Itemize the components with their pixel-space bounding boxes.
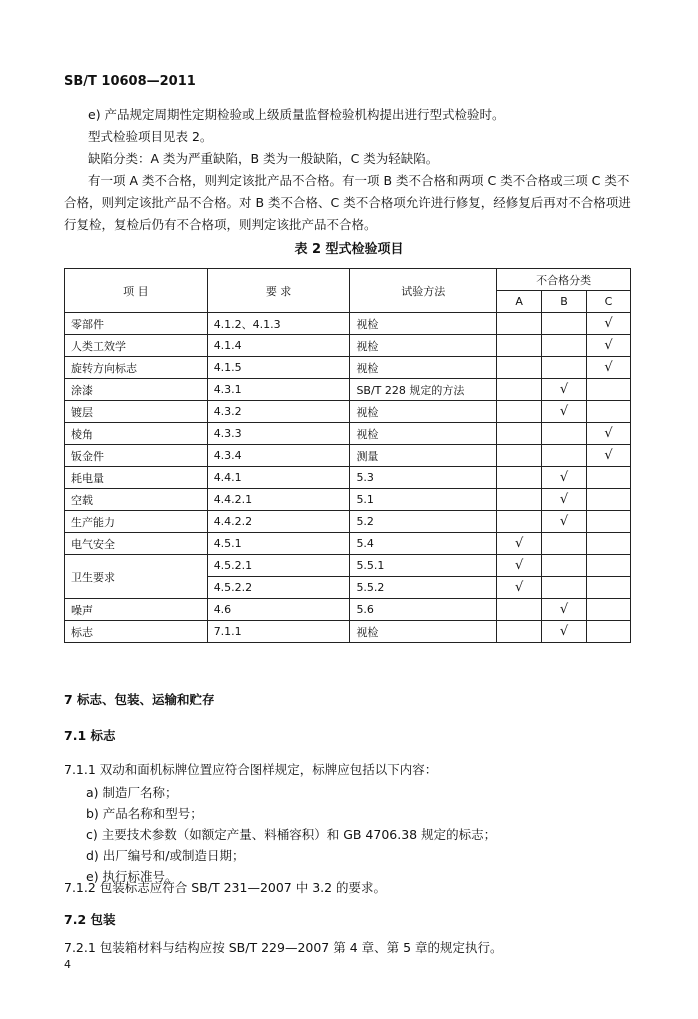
cell-c: [587, 533, 631, 555]
table-row: [65, 423, 631, 445]
cell-req: 7.1.1: [207, 621, 350, 643]
cell-c: [587, 577, 631, 599]
section-7-2-heading: 7.2 包装: [64, 912, 116, 927]
cell-req: 4.3.3: [207, 423, 350, 445]
section-7-2-1: 7.2.1 包装箱材料与结构应按 SB/T 229—2007 第 4 章、第 5 章的规定执行。: [64, 940, 503, 955]
cell-item: 旋转方向标志: [65, 357, 208, 379]
cell-a: [497, 313, 542, 335]
cell-c: √: [587, 357, 631, 379]
cell-b: [542, 335, 587, 357]
cell-method: 5.5.2: [350, 577, 497, 599]
cell-c: [587, 467, 631, 489]
cell-b: [542, 423, 587, 445]
cell-a: [497, 423, 542, 445]
cell-item: 电气安全: [65, 533, 208, 555]
cell-req: 4.1.4: [207, 335, 350, 357]
type-inspection-table: [64, 268, 631, 643]
cell-a: [497, 511, 542, 533]
cell-item: 生产能力: [65, 511, 208, 533]
cell-b: [542, 357, 587, 379]
cell-item: 镀层: [65, 401, 208, 423]
marking-content-list: [86, 782, 496, 887]
header-a: A: [497, 291, 542, 313]
header-c: C: [587, 291, 631, 313]
cell-req: 4.5.2.2: [207, 577, 350, 599]
paragraph-e: e) 产品规定周期性定期检验或上级质量监督检验机构提出进行型式检验时。: [88, 107, 505, 122]
cell-item: 卫生要求: [65, 555, 208, 599]
cell-c: √: [587, 335, 631, 357]
cell-item: 噪声: [65, 599, 208, 621]
cell-method: 视检: [350, 313, 497, 335]
cell-b: [542, 445, 587, 467]
cell-c: [587, 511, 631, 533]
table-row: [65, 313, 631, 335]
page-number: 4: [64, 958, 71, 971]
section-7-1-1: 7.1.1 双动和面机标牌位置应符合图样规定，标牌应包括以下内容：: [64, 762, 438, 777]
cell-b: √: [542, 621, 587, 643]
cell-item: 棱角: [65, 423, 208, 445]
paragraph-defects: 缺陷分类：A 类为严重缺陷，B 类为一般缺陷，C 类为轻缺陷。: [88, 151, 439, 166]
cell-item: 零部件: [65, 313, 208, 335]
table-row: [65, 599, 631, 621]
cell-req: 4.4.2.1: [207, 489, 350, 511]
cell-method: 5.6: [350, 599, 497, 621]
header-method: 试验方法: [350, 269, 497, 313]
cell-b: [542, 555, 587, 577]
table-row: [65, 555, 631, 577]
section-7-heading: 7 标志、包装、运输和贮存: [64, 692, 215, 707]
table-row: [65, 467, 631, 489]
cell-a: [497, 489, 542, 511]
cell-a: √: [497, 577, 542, 599]
cell-item: 人类工效学: [65, 335, 208, 357]
cell-req: 4.3.2: [207, 401, 350, 423]
cell-c: √: [587, 423, 631, 445]
cell-a: [497, 467, 542, 489]
table-row: [65, 533, 631, 555]
cell-method: 视检: [350, 401, 497, 423]
table-row: [65, 489, 631, 511]
cell-method: 5.1: [350, 489, 497, 511]
header-b: B: [542, 291, 587, 313]
cell-c: √: [587, 445, 631, 467]
table-row: [65, 511, 631, 533]
cell-method: 视检: [350, 335, 497, 357]
cell-item: 标志: [65, 621, 208, 643]
cell-req: 4.1.5: [207, 357, 350, 379]
cell-item: 钣金件: [65, 445, 208, 467]
table-row: [65, 445, 631, 467]
cell-method: 视检: [350, 621, 497, 643]
cell-method: SB/T 228 规定的方法: [350, 379, 497, 401]
list-item: d) 出厂编号和/或制造日期；: [86, 848, 245, 863]
list-item: a) 制造厂名称；: [86, 785, 178, 800]
intro-paragraphs: [64, 104, 636, 236]
cell-req: 4.3.1: [207, 379, 350, 401]
cell-b: [542, 533, 587, 555]
cell-req: 4.3.4: [207, 445, 350, 467]
header-requirement: 要 求: [207, 269, 350, 313]
table-row: [65, 621, 631, 643]
cell-method: 视检: [350, 357, 497, 379]
cell-item: 耗电量: [65, 467, 208, 489]
cell-method: 5.5.1: [350, 555, 497, 577]
cell-b: [542, 313, 587, 335]
cell-c: [587, 489, 631, 511]
section-7-1-heading: 7.1 标志: [64, 728, 116, 743]
table-row: [65, 379, 631, 401]
cell-a: [497, 621, 542, 643]
cell-a: √: [497, 533, 542, 555]
cell-a: [497, 357, 542, 379]
paragraph-rule: 有一项 A 类不合格，则判定该批产品不合格。有一项 B 类不合格和两项 C 类不合格或三项 C 类不合格，则判定该批产品不合格。对 B 类不合格、C 类不合格项允许进行修复，经修复后再对不合格项进行复检，复检后仍有不合格项，则判定该批产品不合格。: [64, 173, 631, 232]
cell-a: [497, 335, 542, 357]
cell-method: 5.2: [350, 511, 497, 533]
cell-c: [587, 621, 631, 643]
cell-req: 4.6: [207, 599, 350, 621]
list-item: b) 产品名称和型号；: [86, 806, 203, 821]
table-row: [65, 401, 631, 423]
table-row: [65, 357, 631, 379]
cell-b: [542, 577, 587, 599]
cell-a: [497, 445, 542, 467]
cell-method: 视检: [350, 423, 497, 445]
cell-req: 4.5.1: [207, 533, 350, 555]
cell-method: 5.4: [350, 533, 497, 555]
header-category: 不合格分类: [497, 269, 631, 291]
cell-a: [497, 401, 542, 423]
table-row: [65, 335, 631, 357]
cell-req: 4.4.1: [207, 467, 350, 489]
list-item: c) 主要技术参数（如额定产量、料桶容积）和 GB 4706.38 规定的标志；: [86, 827, 497, 842]
table-caption: 表 2 型式检验项目: [294, 242, 404, 257]
header-item: 项 目: [65, 269, 208, 313]
cell-a: √: [497, 555, 542, 577]
cell-a: [497, 599, 542, 621]
section-7-1-2: 7.1.2 包装标志应符合 SB/T 231—2007 中 3.2 的要求。: [64, 880, 387, 895]
paragraph-items-ref: 型式检验项目见表 2。: [88, 129, 213, 144]
cell-b: √: [542, 379, 587, 401]
cell-method: 5.3: [350, 467, 497, 489]
cell-req: 4.5.2.1: [207, 555, 350, 577]
cell-c: [587, 555, 631, 577]
cell-a: [497, 379, 542, 401]
cell-b: √: [542, 489, 587, 511]
cell-c: √: [587, 313, 631, 335]
cell-req: 4.1.2、4.1.3: [207, 313, 350, 335]
cell-c: [587, 379, 631, 401]
cell-item: 涂漆: [65, 379, 208, 401]
list-item: e) 执行标准号。: [86, 869, 178, 884]
cell-b: √: [542, 599, 587, 621]
standard-number-header: SB/T 10608—2011: [64, 74, 196, 89]
cell-b: √: [542, 511, 587, 533]
cell-method: 测量: [350, 445, 497, 467]
cell-req: 4.4.2.2: [207, 511, 350, 533]
cell-b: √: [542, 467, 587, 489]
cell-item: 空载: [65, 489, 208, 511]
cell-b: √: [542, 401, 587, 423]
cell-c: [587, 401, 631, 423]
cell-c: [587, 599, 631, 621]
